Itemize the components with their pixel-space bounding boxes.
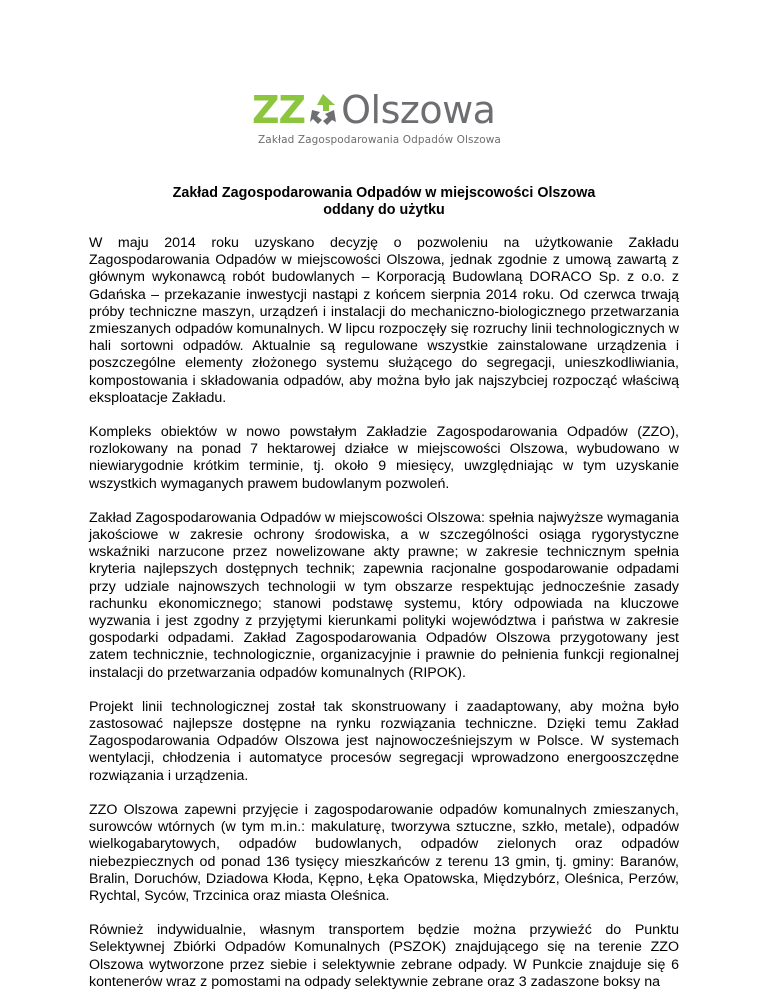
paragraph: W maju 2014 roku uzyskano decyzję o pozwoleniu na użytkowanie Zakładu Zagospodarowania Odpadów w miejscowości Olszowa, jednak zgodnie z umową zawartą z głównym wykonawcą robót budowlanych – Korporacją Budowlaną DORACO Sp. z o.o. z Gdańska – przekazanie inwestycji nastąpi z końcem sierpnia 2014 roku. Od czerwca trwają próby techniczne maszyn, urządzeń i instalacji do mechaniczno-biologicznego przetwarzania zmieszanych odpadów komunalnych. W lipcu rozpoczęły się rozruchy linii technologicznych w hali sortowni odpadów. Aktualnie są regulowane wszystkie zainstalowane urządzenia i poszczególne elementy złożonego systemu służącego do segregacji, unieszkodliwiania, kompostowania i składowania odpadów, aby można było jak najszybciej rozpocząć właściwą eksploatacje Zakładu.	[89, 235, 679, 406]
title-line-1: Zakład Zagospodarowania Odpadów w miejscowości Olszowa	[172, 185, 596, 201]
logo-subtitle: Zakład Zagospodarowania Odpadów Olszowa	[258, 134, 501, 146]
logo-wordmark	[252, 88, 495, 132]
paragraph: Również indywidualnie, własnym transportem będzie można przywieźć do Punktu Selektywnej Zbiórki Odpadów Komunalnych (PSZOK) znajdującego się na terenie ZZO Olszowa wytworzone przez siebie i selektywnie zebrane odpady. W Punkcie znajduje się 6 kontenerów wraz z pomostami na odpady selektywnie zebrane oraz 3 zadaszone boksy na	[89, 922, 679, 990]
document-body	[89, 235, 679, 1008]
paragraph: Zakład Zagospodarowania Odpadów w miejscowości Olszowa: spełnia najwyższe wymagania jakościowe w zakresie ochrony środowiska, a w szczególności osiąga rygorystyczne wskaźniki narzucone przez nowelizowane akty prawne; w zakresie technicznym spełnia kryteria najlepszych dostępnych technik; zapewnia racjonalne gospodarowanie odpadami przy udziale najnowszych technologii w tym obszarze respektując jednocześnie zasady rachunku ekonomicznego; stanowi podstawę systemu, który odpowiada na kluczowe wyzwania i jest zgodny z przyjętymi kierunkami polityki województwa i państwa w zakresie gospodarki odpadami. Zakład Zagospodarowania Odpadów Olszowa przygotowany jest zatem technicznie, technologicznie, organizacyjnie i prawnie do pełnienia funkcji regionalnej instalacji do przetwarzania odpadów komunalnych (RIPOK).	[89, 509, 679, 681]
company-logo	[252, 88, 516, 152]
title-line-2: oddany do użytku	[323, 202, 445, 218]
document-title	[96, 185, 672, 219]
recycle-arrows-icon	[306, 91, 340, 129]
paragraph: Projekt linii technologicznej został tak skonstruowany i zaadaptowany, aby można było zastosować najlepsze dostępne na rynku rozwiązania techniczne. Dzięki temu Zakład Zagospodarowania Odpadów Olszowa jest najnowocześniejszym w Polsce. W systemach wentylacji, chłodzenia i automatyce procesów segregacji wprowadzono energooszczędne rozwiązania i urządzenia.	[89, 698, 679, 784]
logo-name-text: Olszowa	[341, 88, 496, 132]
logo-zz-text: ZZ	[252, 88, 306, 132]
paragraph: ZZO Olszowa zapewni przyjęcie i zagospodarowanie odpadów komunalnych zmieszanych, surowców wtórnych (w tym m.in.: makulaturę, tworzywa sztuczne, szkło, metale), odpadów wielkogabarytowych, odpadów budowlanych, odpadów zielonych oraz odpadów niebezpiecznych od ponad 136 tysięcy mieszkańców z terenu 13 gmin, tj. gminy: Baranów, Bralin, Doruchów, Dziadowa Kłoda, Kępno, Łęka Opatowska, Międzybórz, Oleśnica, Perzów, Rychtal, Syców, Trzcinica oraz miasta Oleśnica.	[89, 801, 679, 904]
paragraph: Kompleks obiektów w nowo powstałym Zakładzie Zagospodarowania Odpadów (ZZO), rozlokowany na ponad 7 hektarowej działce w miejscowości Olszowa, wybudowano w niewiarygodnie krótkim terminie, tj. około 9 miesięcy, uwzględniając w tym uzyskanie wszystkich wymaganych prawem budowlanym pozwoleń.	[89, 424, 679, 492]
